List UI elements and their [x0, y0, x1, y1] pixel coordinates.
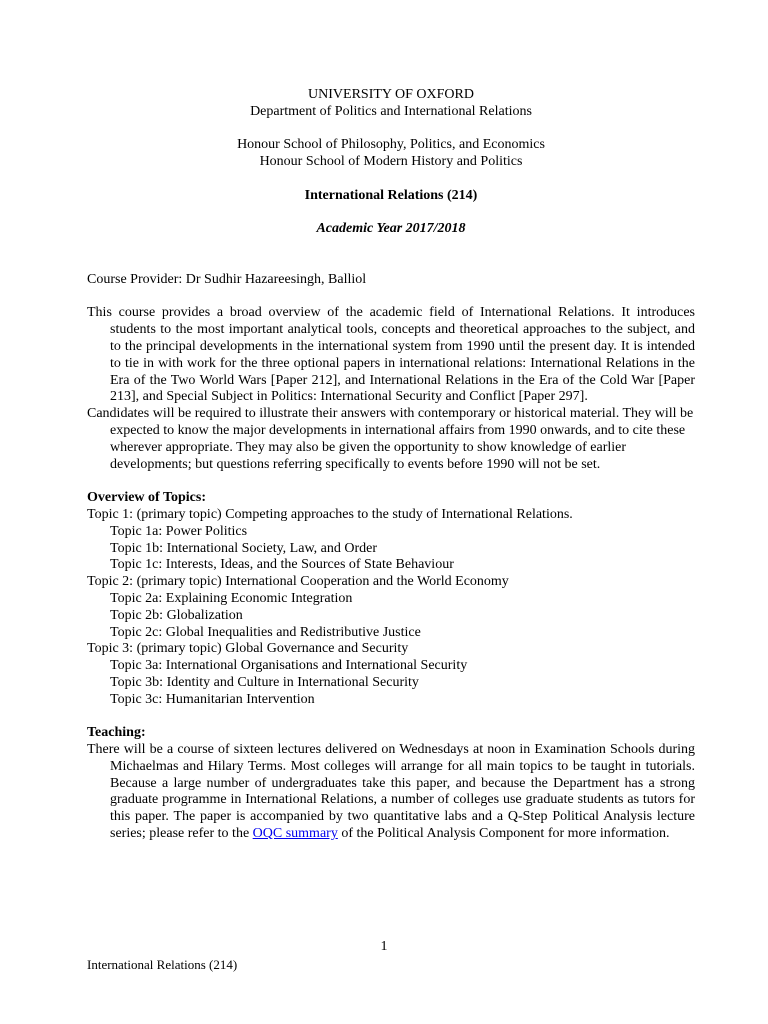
subtopic-3b: Topic 3b: Identity and Culture in International Security [110, 674, 419, 690]
subtopic-2c: Topic 2c: Global Inequalities and Redistributive Justice [110, 624, 421, 640]
page-number: 1 [380, 939, 388, 954]
teaching-paragraph [87, 742, 695, 843]
honour-school-history: Honour School of Modern History and Politics [259, 154, 523, 170]
teaching-text-end: of the Political Analysis Component for more information. [337, 826, 670, 842]
course-provider-value: Dr Sudhir Hazareesingh, Balliol [185, 271, 367, 287]
honour-school-ppe: Honour School of Philosophy, Politics, and Economics [237, 137, 545, 153]
overview-heading: Overview of Topics: [87, 490, 206, 506]
topic-2: Topic 2: (primary topic) International Cooperation and the World Economy [87, 574, 509, 590]
teaching-text: There will be a course of sixteen lectures delivered on Wednesdays at noon in Examination Schools during Michaelmas and Hilary Terms. Most colleges will arrange for all main topics to be taught in tutorials. Because a large number of undergraduates take this paper, and because the Department has a strong graduate programme in International Relations, a number of colleges use graduate students as tutors for this paper. The paper is accompanied by two quantitative labs and a Q-Step Political Analysis lecture series; please refer to the [87, 742, 695, 842]
subtopic-2b: Topic 2b: Globalization [110, 607, 243, 623]
document-body [87, 87, 695, 843]
subtopic-2a: Topic 2a: Explaining Economic Integration [110, 590, 353, 606]
topic-1: Topic 1: (primary topic) Competing approaches to the study of International Relations. [87, 506, 573, 522]
intro-paragraph-1: This course provides a broad overview of the academic field of International Relations. It introduces students to the most important analytical tools, concepts and theoretical approaches to the subject, and to the principal developments in the international system from 1990 until the present day. It is intended to tie in with work for the three optional papers in international relations: International Relations in the Era of the Two World Wars [Paper 212], and International Relations in the Era of the Cold War [Paper 213], and Special Subject in Politics: International Security and Conflict [Paper 297]. [87, 305, 695, 405]
teaching-heading: Teaching: [87, 725, 146, 741]
subtopic-1b: Topic 1b: International Society, Law, and Order [110, 540, 378, 556]
subtopic-1c: Topic 1c: Interests, Ideas, and the Sources of State Behaviour [110, 557, 454, 573]
intro-paragraph-2: Candidates will be required to illustrate their answers with contemporary or historical material. They will be expected to know the major developments in international affairs from 1990 onwards, and to cite these wherever appropriate. They may also be given the opportunity to show knowledge of earlier developments; but questions referring specifically to events before 1990 will not be set. [87, 406, 694, 472]
subtopic-3c: Topic 3c: Humanitarian Intervention [110, 691, 315, 707]
topic-3: Topic 3: (primary topic) Global Governance and Security [87, 641, 409, 657]
course-provider [87, 272, 695, 289]
page-footer: International Relations (214) [87, 957, 238, 972]
course-provider-label: Course Provider: [87, 271, 183, 287]
subtopic-3a: Topic 3a: International Organisations and International Security [110, 658, 468, 674]
academic-year: Academic Year 2017/2018 [316, 221, 466, 237]
university-name: UNIVERSITY OF OXFORD [308, 87, 474, 102]
department-name: Department of Politics and International Relations [250, 103, 532, 119]
course-title: International Relations (214) [304, 187, 478, 203]
oqc-summary-link[interactable]: OQC summary [252, 826, 338, 842]
subtopic-1a: Topic 1a: Power Politics [110, 523, 248, 539]
